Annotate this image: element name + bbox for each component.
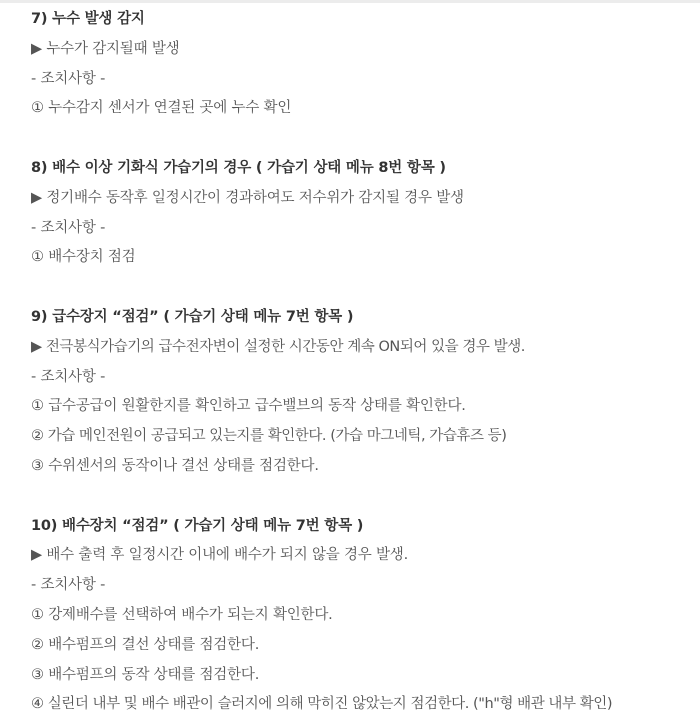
section-9-step-3: ③ 수위센서의 동작이나 결선 상태를 점검한다. — [31, 457, 319, 474]
section-10-step-4: ④ 실린더 내부 및 배수 배관이 슬러지에 의해 막히진 않았는지 점검한다. ("h"형 배관 내부 확인) — [31, 696, 613, 713]
section-7-step-1: ① 누수감지 센서가 연결된 곳에 누수 확인 — [31, 100, 292, 117]
section-7-title: 7) 누수 발생 감지 — [31, 11, 145, 27]
section-9-step-1: ① 급수공급이 원활한지를 확인하고 급수밸브의 동작 상태를 확인한다. — [31, 398, 466, 415]
section-7-action-label: - 조치사항 - — [31, 70, 106, 87]
section-8-trigger: ▶ 정기배수 동작후 일정시간이 경과하여도 저수위가 감지될 경우 발생 — [31, 189, 464, 206]
section-10-step-1: ① 강제배수를 선택하여 배수가 되는지 확인한다. — [31, 606, 333, 623]
section-7-trigger: ▶ 누수가 감지될때 발생 — [31, 40, 180, 57]
section-8-action-label: - 조치사항 - — [31, 219, 106, 236]
section-9-step-2: ② 가습 메인전원이 공급되고 있는지를 확인한다. (가습 마그네틱, 가습휴즈 등) — [31, 428, 507, 445]
section-8-title: 8) 배수 이상 기화식 가습기의 경우 ( 가습기 상태 메뉴 8번 항목 ) — [31, 159, 446, 176]
top-divider — [0, 0, 700, 3]
section-10-step-2: ② 배수펌프의 결선 상태를 점검한다. — [31, 636, 260, 653]
troubleshooting-document — [31, 5, 696, 720]
section-10-trigger: ▶ 배수 출력 후 일정시간 이내에 배수가 되지 않을 경우 발생. — [31, 547, 409, 564]
section-9-trigger: ▶ 전극봉식가습기의 급수전자변이 설정한 시간동안 계속 ON되어 있을 경우 발생. — [31, 338, 525, 355]
section-10-title: 10) 배수장치 “점검” ( 가습기 상태 메뉴 7번 항목 ) — [31, 517, 364, 534]
section-10-action-label: - 조치사항 - — [31, 577, 106, 594]
section-8-step-1: ① 배수장치 점검 — [31, 249, 136, 266]
section-9-action-label: - 조치사항 - — [31, 368, 106, 385]
section-10-step-3: ③ 배수펌프의 동작 상태를 점검한다. — [31, 666, 260, 683]
section-9-title: 9) 급수장지 “점검” ( 가습기 상태 메뉴 7번 항목 ) — [31, 308, 354, 325]
section-spacer — [31, 273, 696, 303]
section-spacer — [31, 482, 696, 512]
section-spacer — [31, 124, 696, 154]
